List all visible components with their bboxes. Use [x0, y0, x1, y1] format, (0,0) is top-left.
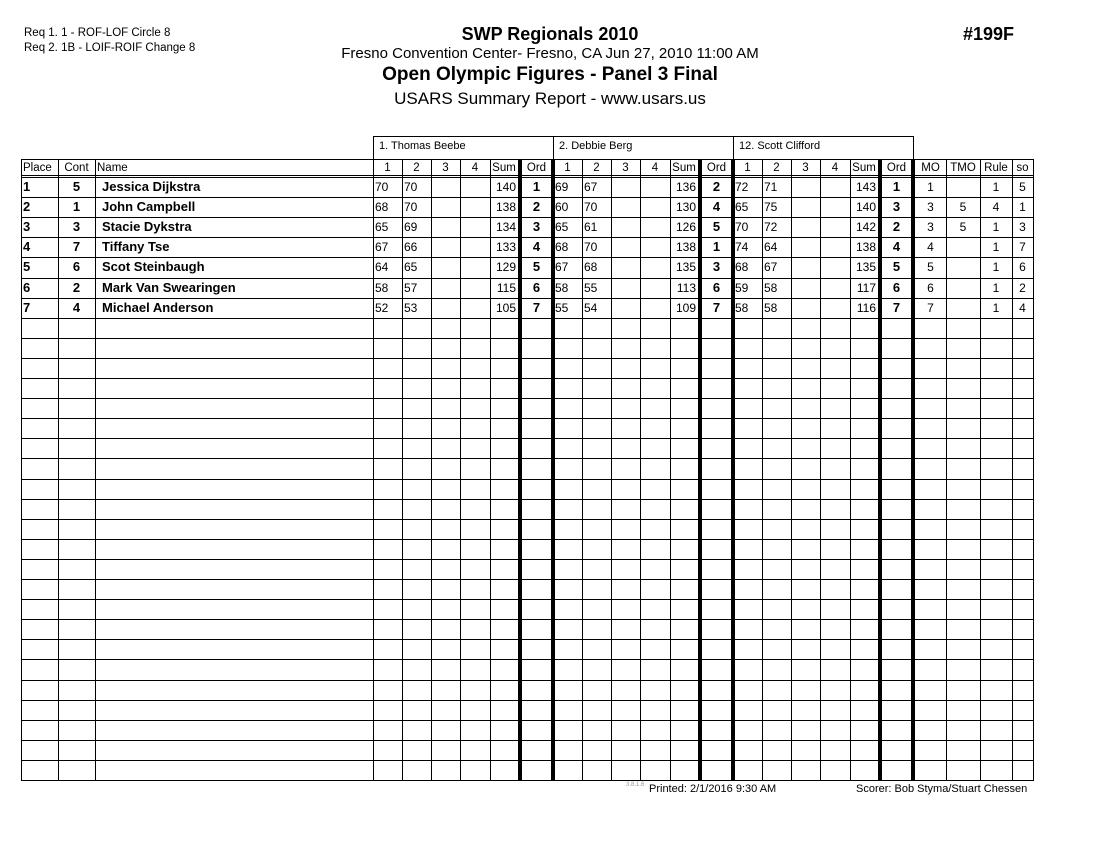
judge2-score-2: 68 [584, 260, 598, 274]
place-value: 6 [23, 280, 31, 295]
judge2-score-4 [642, 298, 668, 318]
col-header-judge3-4: 4 [831, 162, 839, 174]
judge2-score-1: 69 [555, 180, 569, 194]
rule-value: 1 [992, 301, 1000, 315]
skater-name: John Campbell [102, 199, 196, 214]
skating-order: 1 [1019, 200, 1026, 214]
judge3-score-2: 75 [764, 200, 778, 214]
contestant-number: 2 [72, 280, 81, 295]
judge2-score-1: 65 [555, 220, 569, 234]
majority-ordinal: 3 [927, 200, 934, 214]
column-divider-thick [698, 159, 702, 781]
judge3-score-4 [822, 298, 848, 318]
judge1-ordinal: 6 [532, 280, 541, 295]
col-header-judge2-4: 4 [651, 162, 659, 174]
total-majority-ordinal [948, 298, 978, 318]
judge3-score-1: 68 [735, 260, 749, 274]
judge3-score-3 [793, 278, 818, 298]
grid-line [21, 680, 1034, 681]
grid-line [21, 780, 1034, 781]
judge2-score-3 [613, 217, 638, 237]
judge3-score-2: 58 [764, 281, 778, 295]
grid-line [21, 700, 1034, 701]
col-header-judge1-ord: Ord [526, 162, 547, 174]
grid-line [21, 338, 1034, 339]
grid-line [946, 159, 947, 781]
judge2-score-2: 70 [584, 200, 598, 214]
grid-line [670, 159, 671, 781]
grid-line [820, 159, 821, 781]
judge3-score-3 [793, 237, 818, 257]
total-majority-ordinal: 5 [959, 220, 967, 234]
event-code: #199F [963, 24, 1015, 44]
judge2-ordinal: 6 [712, 280, 721, 295]
judge1-sum: 134 [495, 220, 516, 234]
judge2-sum: 136 [675, 180, 696, 194]
grid-line [611, 159, 612, 781]
grid-line [21, 358, 1034, 359]
judge1-score-4 [462, 217, 488, 237]
grid-line [733, 136, 734, 160]
software-version: 3.8.1.6 [626, 782, 645, 788]
grid-line [1033, 159, 1034, 781]
grid-line [791, 159, 792, 781]
judge3-score-2: 67 [764, 260, 778, 274]
total-majority-ordinal [948, 237, 978, 257]
grid-line [21, 438, 1034, 439]
judge1-score-3 [433, 298, 458, 318]
judge1-score-2: 57 [404, 281, 418, 295]
judge1-score-2: 53 [404, 301, 418, 315]
judge3-sum: 142 [855, 220, 876, 234]
col-header-mo: MO [921, 162, 940, 174]
judge3-ordinal: 2 [892, 219, 901, 234]
grid-line [21, 519, 1034, 520]
judge1-score-3 [433, 257, 458, 277]
grid-line [640, 159, 641, 781]
judge1-sum: 115 [496, 281, 516, 295]
judge2-score-1: 55 [555, 301, 569, 315]
judge3-sum: 140 [855, 200, 876, 214]
judge1-score-4 [462, 177, 488, 197]
judge3-score-1: 72 [735, 180, 749, 194]
judge3-ordinal: 4 [892, 239, 901, 254]
judge2-score-1: 60 [555, 200, 569, 214]
judge3-score-2: 64 [764, 240, 778, 254]
judge3-score-3 [793, 197, 818, 217]
venue-line: Fresno Convention Center- Fresno, CA Jun 27, 2010 11:00 AM [341, 45, 759, 62]
grid-line [21, 318, 1034, 319]
judge3-ordinal: 3 [892, 199, 901, 214]
grid-line [21, 378, 1034, 379]
judge1-score-3 [433, 217, 458, 237]
grid-line [21, 579, 1034, 580]
judge3-score-4 [822, 217, 848, 237]
judge3-sum: 135 [855, 260, 876, 274]
col-header-judge3-3: 3 [802, 162, 809, 174]
place-value: 4 [23, 239, 31, 254]
grid-line [850, 159, 851, 781]
rule-value: 1 [992, 220, 1000, 234]
judge1-score-3 [433, 278, 458, 298]
judge2-score-4 [642, 177, 668, 197]
grid-line [21, 720, 1034, 721]
judge2-sum: 135 [675, 260, 696, 274]
skater-name: Scot Steinbaugh [102, 259, 205, 274]
judge3-score-3 [793, 257, 818, 277]
judge2-sum: 138 [675, 240, 696, 254]
column-divider-thick [878, 159, 882, 781]
total-majority-ordinal [948, 177, 978, 197]
judge1-score-1: 58 [375, 281, 389, 295]
col-header-judge1-1: 1 [384, 162, 391, 174]
majority-ordinal: 7 [927, 301, 934, 315]
judge2-score-2: 67 [584, 180, 598, 194]
grid-line [762, 159, 763, 781]
judge3-ordinal: 6 [892, 280, 901, 295]
judge-name-2: 2. Debbie Berg [559, 140, 633, 152]
judge1-score-4 [462, 278, 488, 298]
grid-line [58, 159, 59, 781]
skater-name: Jessica Dijkstra [102, 179, 201, 194]
judge3-ordinal: 7 [892, 300, 901, 315]
judge2-score-4 [642, 237, 668, 257]
col-header-judge2-1: 1 [564, 162, 571, 174]
col-header-name: Name [97, 162, 128, 174]
skater-name: Mark Van Swearingen [102, 280, 236, 295]
judge2-sum: 130 [675, 200, 696, 214]
col-header-judge2-2: 2 [593, 162, 600, 174]
judge1-sum: 133 [495, 240, 516, 254]
grid-line [431, 159, 432, 781]
col-header-so: so [1016, 162, 1029, 174]
contestant-number: 1 [72, 199, 81, 214]
judge3-score-4 [822, 257, 848, 277]
judge1-score-2: 70 [404, 200, 418, 214]
judge1-sum: 129 [495, 260, 516, 274]
judge2-score-1: 67 [555, 260, 569, 274]
rule-value: 1 [992, 281, 1000, 295]
grid-line [913, 136, 914, 160]
judge1-ordinal: 4 [532, 239, 541, 254]
judge1-ordinal: 5 [532, 259, 541, 274]
judge2-score-3 [613, 298, 638, 318]
grid-line [553, 136, 554, 160]
judge2-score-3 [613, 197, 638, 217]
judge1-score-1: 68 [375, 200, 389, 214]
skating-order: 5 [1019, 180, 1026, 194]
col-header-place: Place [23, 162, 52, 174]
judge2-ordinal: 3 [712, 259, 721, 274]
col-header-judge1-2: 2 [413, 162, 420, 174]
judge2-score-3 [613, 237, 638, 257]
judge3-ordinal: 1 [892, 179, 901, 194]
skating-order: 6 [1019, 260, 1026, 274]
judge2-score-4 [642, 197, 668, 217]
report-title: Open Olympic Figures - Panel 3 Final [382, 64, 718, 85]
skating-order: 7 [1019, 240, 1026, 254]
judge1-ordinal: 1 [532, 179, 541, 194]
grid-line [21, 418, 1034, 419]
col-header-judge2-3: 3 [622, 162, 629, 174]
judge-name-3: 12. Scott Clifford [739, 140, 821, 152]
judge1-score-4 [462, 197, 488, 217]
scorer-names: Scorer: Bob Styma/Stuart Chessen [856, 783, 1028, 795]
judge3-score-2: 58 [764, 301, 778, 315]
col-header-judge1-sum: Sum [492, 162, 516, 174]
rule-value: 4 [992, 200, 1000, 214]
column-divider-thick [911, 159, 915, 781]
judge3-score-2: 72 [764, 220, 778, 234]
judge2-ordinal: 1 [712, 239, 721, 254]
col-header-judge2-sum: Sum [672, 162, 696, 174]
judge3-sum: 117 [856, 281, 876, 295]
judge1-score-2: 65 [404, 260, 418, 274]
place-value: 1 [23, 179, 31, 194]
contestant-number: 6 [72, 259, 81, 274]
majority-ordinal: 4 [927, 240, 934, 254]
place-value: 5 [23, 259, 31, 274]
rule-value: 1 [992, 260, 1000, 274]
grid-line [21, 559, 1034, 560]
judge3-sum: 138 [855, 240, 876, 254]
col-header-judge1-4: 4 [471, 162, 479, 174]
grid-line [460, 159, 461, 781]
col-header-judge3-sum: Sum [852, 162, 876, 174]
place-value: 7 [23, 300, 31, 315]
grid-line [402, 159, 403, 781]
col-header-judge3-ord: Ord [886, 162, 907, 174]
skating-order: 4 [1019, 301, 1026, 315]
grid-line [980, 159, 981, 781]
grid-line [21, 659, 1034, 660]
contestant-number: 5 [72, 179, 81, 194]
judge1-ordinal: 3 [532, 219, 541, 234]
judge2-score-3 [613, 278, 638, 298]
judge1-score-4 [462, 257, 488, 277]
judge1-score-1: 65 [375, 220, 389, 234]
col-header-judge3-2: 2 [773, 162, 780, 174]
judge3-sum: 116 [856, 301, 876, 315]
judge1-sum: 138 [495, 200, 516, 214]
grid-line [21, 619, 1034, 620]
judge3-score-2: 71 [764, 180, 778, 194]
contestant-number: 7 [72, 239, 81, 254]
judge1-score-3 [433, 197, 458, 217]
judge2-score-2: 61 [584, 220, 598, 234]
judge1-score-3 [433, 237, 458, 257]
judge3-score-4 [822, 177, 848, 197]
judge1-ordinal: 2 [532, 199, 541, 214]
judge2-sum: 109 [675, 301, 696, 315]
judge2-score-2: 54 [584, 301, 598, 315]
judge1-score-1: 52 [375, 301, 389, 315]
majority-ordinal: 1 [927, 180, 934, 194]
skater-name: Stacie Dykstra [102, 219, 192, 234]
judge3-score-1: 58 [735, 301, 749, 315]
grid-line [553, 159, 554, 781]
judge2-sum: 113 [676, 281, 696, 295]
judge2-sum: 126 [675, 220, 696, 234]
judge2-score-2: 55 [584, 281, 598, 295]
place-value: 3 [23, 219, 31, 234]
judge1-score-2: 66 [404, 240, 418, 254]
judge2-score-4 [642, 257, 668, 277]
col-header-cont: Cont [64, 162, 89, 174]
report-subtitle: USARS Summary Report - www.usars.us [394, 89, 706, 108]
judge3-score-1: 70 [735, 220, 749, 234]
col-header-judge1-3: 3 [442, 162, 449, 174]
judge1-score-2: 69 [404, 220, 418, 234]
col-header-rule: Rule [984, 162, 1008, 174]
grid-line [373, 136, 374, 160]
contestant-number: 4 [72, 300, 81, 315]
judge2-score-4 [642, 278, 668, 298]
contestant-number: 3 [72, 219, 81, 234]
majority-ordinal: 5 [927, 260, 934, 274]
judge3-score-4 [822, 237, 848, 257]
total-majority-ordinal [948, 278, 978, 298]
judge2-score-1: 58 [555, 281, 569, 295]
grid-line [21, 458, 1034, 459]
skating-order: 3 [1019, 220, 1026, 234]
judge1-score-1: 67 [375, 240, 389, 254]
grid-line [1012, 159, 1013, 781]
skater-name: Tiffany Tse [102, 239, 170, 254]
judge3-sum: 143 [855, 180, 876, 194]
judge2-ordinal: 7 [712, 300, 721, 315]
judge1-sum: 105 [495, 301, 516, 315]
total-majority-ordinal [948, 257, 978, 277]
judge2-ordinal: 2 [712, 179, 721, 194]
judge2-score-3 [613, 257, 638, 277]
judge1-score-4 [462, 237, 488, 257]
judge1-score-1: 70 [375, 180, 389, 194]
grid-line [21, 740, 1034, 741]
event-title: SWP Regionals 2010 [461, 24, 639, 44]
judge1-score-1: 64 [375, 260, 389, 274]
judge3-score-1: 59 [735, 281, 749, 295]
grid-line [95, 159, 96, 781]
grid-line [490, 159, 491, 781]
col-header-tmo: TMO [950, 162, 976, 174]
requirement-2: Req 2. 1B - LOIF-ROIF Change 8 [24, 42, 196, 54]
judge2-score-3 [613, 177, 638, 197]
judge2-ordinal: 5 [712, 219, 721, 234]
grid-line [21, 639, 1034, 640]
grid-line [21, 760, 1034, 761]
printed-timestamp: Printed: 2/1/2016 9:30 AM [649, 783, 777, 795]
judge3-score-3 [793, 177, 818, 197]
majority-ordinal: 3 [927, 220, 934, 234]
judge1-score-2: 70 [404, 180, 418, 194]
judge2-score-2: 70 [584, 240, 598, 254]
grid-line [21, 599, 1034, 600]
judge2-score-1: 68 [555, 240, 569, 254]
judge2-score-4 [642, 217, 668, 237]
grid-line [582, 159, 583, 781]
judge3-score-1: 74 [735, 240, 749, 254]
grid-line [733, 159, 734, 781]
grid-line [21, 159, 22, 781]
judge3-score-4 [822, 197, 848, 217]
judge-name-1: 1. Thomas Beebe [379, 140, 466, 152]
total-majority-ordinal: 5 [959, 200, 967, 214]
grid-line [21, 499, 1034, 500]
grid-line [21, 539, 1034, 540]
skating-order: 2 [1019, 281, 1026, 295]
judge3-score-3 [793, 298, 818, 318]
rule-value: 1 [992, 240, 1000, 254]
judge1-score-3 [433, 177, 458, 197]
column-divider-thick [518, 159, 522, 781]
judge1-score-4 [462, 298, 488, 318]
judge3-score-4 [822, 278, 848, 298]
judge3-ordinal: 5 [892, 259, 901, 274]
majority-ordinal: 6 [927, 281, 934, 295]
judge1-sum: 140 [495, 180, 516, 194]
col-header-judge2-ord: Ord [706, 162, 727, 174]
judge1-ordinal: 7 [532, 300, 541, 315]
requirement-1: Req 1. 1 - ROF-LOF Circle 8 [24, 27, 171, 39]
judge3-score-3 [793, 217, 818, 237]
judge2-ordinal: 4 [712, 199, 721, 214]
judge3-score-1: 65 [735, 200, 749, 214]
place-value: 2 [23, 199, 31, 214]
grid-line [21, 479, 1034, 480]
col-header-judge3-1: 1 [744, 162, 751, 174]
skater-name: Michael Anderson [102, 300, 214, 315]
rule-value: 1 [992, 180, 1000, 194]
grid-line [21, 398, 1034, 399]
